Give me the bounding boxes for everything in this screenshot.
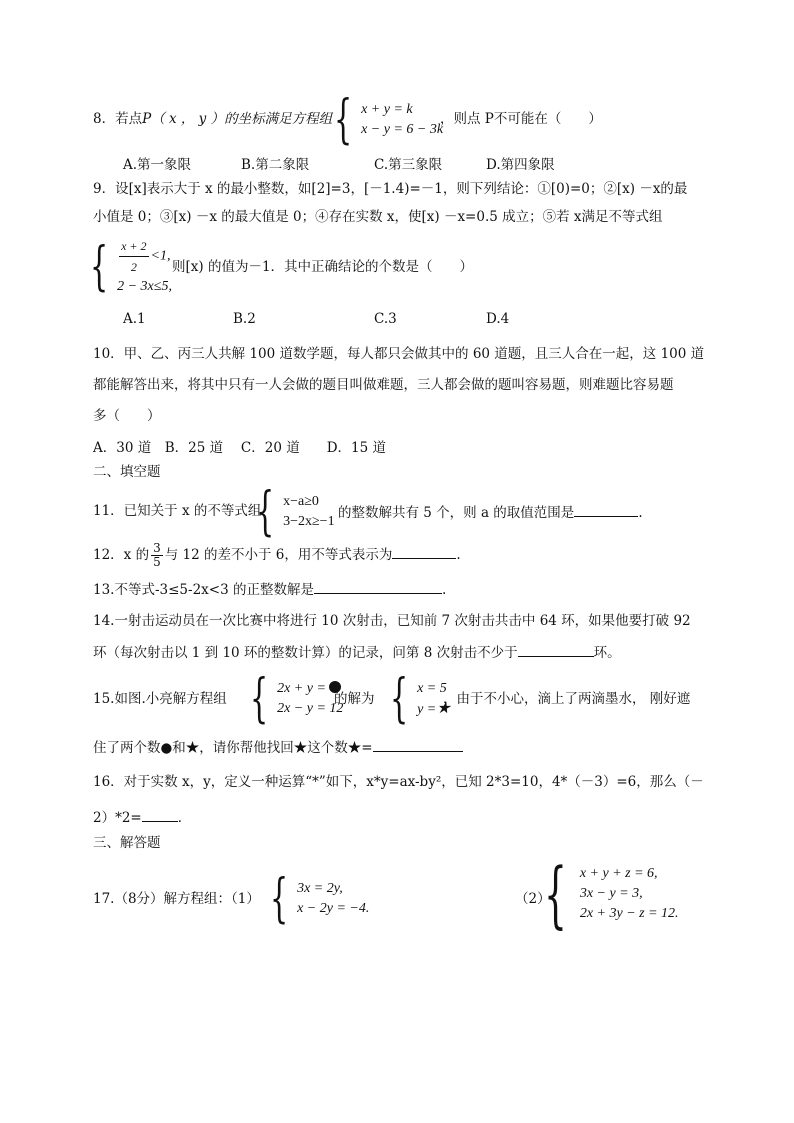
- q17-system-1: { 3x = 2y, x − 2y = −4.: [270, 869, 370, 929]
- q15-prefix: 15.如图.小亮解方程组: [93, 691, 227, 707]
- q15-solution: { x = 5 y =★: [390, 669, 451, 729]
- q17-part2-label: （2）: [515, 891, 551, 907]
- q8-suffix: ，则点 P不可能在（ ）: [440, 111, 602, 127]
- q9-option-c: C.3: [374, 311, 397, 327]
- q10-line1: 10．甲、乙、丙三人共解 100 道数学题，每人都只会做其中的 60 道题，且三人合在一起，这 100 道: [93, 346, 705, 362]
- q9-line1: 9．设[x]表示大于 x 的最小整数，如[2]=3，[－1.4)=－1，则下列结论：①[0)=0；②[x) －x的最: [93, 181, 688, 197]
- section-fill-in-heading: 二、填空题: [93, 464, 161, 480]
- q11-prefix: 11．已知关于 x 的不等式组: [93, 503, 262, 519]
- q8-option-d: D.第四象限: [486, 157, 555, 173]
- q9-line2: 小值是 0；③[x) －x 的最大值是 0；④存在实数 x，使[x) －x=0.5 成立；⑤若 x满足不等式组: [93, 209, 663, 225]
- q9-inequality-system: { $\frac{x + 2}{2}$ <1, 2 − 3x≤5,: [90, 236, 172, 297]
- q10-line3: 多（ ）: [93, 408, 161, 424]
- q11-suffix: 的整数解共有 5 个，则 a 的取值范围是 .: [338, 502, 643, 522]
- q17-prefix: 17.（8分）解方程组：（1）: [93, 891, 260, 907]
- q9-option-b: B.2: [233, 311, 256, 327]
- q8-prefix: 8．若点P（ x ， y ）的坐标满足方程组: [93, 111, 333, 127]
- q11-answer-blank: [574, 502, 638, 517]
- q9-option-a: A.1: [123, 311, 146, 327]
- q8-system: { x + y = k x − y = 6 − 3k: [334, 90, 444, 150]
- q13-line: 13.不等式-3≤5-2x<3 的正整数解是 .: [93, 579, 446, 599]
- q15-suffix: ，由于不小心，滴上了两滴墨水， 刚好遮: [443, 691, 691, 707]
- q9-option-d: D.4: [486, 311, 510, 327]
- q8-option-b: B.第二象限: [241, 157, 310, 173]
- q10-options: A．30 道 B．25 道 C．20 道 D．15 道: [93, 440, 386, 456]
- q11-system: { x−a≥0 3−2x≥−1: [256, 482, 335, 542]
- section-solve-heading: 三、解答题: [93, 835, 161, 851]
- q16-answer-blank: [142, 807, 178, 822]
- q15-system: { 2x + y = 2x − y = 12: [250, 669, 344, 729]
- q14-line2: 环（每次射击以 1 到 10 环的整数计算）的记录，问第 8 次射击不少于 环。: [93, 642, 621, 662]
- q14-line1: 14.一射击运动员在一次比赛中将进行 10 次射击，已知前 7 次射击共击中 64 环，如果他要打破 92: [93, 613, 691, 629]
- q15-answer-blank: [373, 737, 463, 752]
- q12-line: 12．x 的 $\frac{3}{5}$ 与 12 的差不小于 6，用不等式表示为 .: [93, 541, 461, 569]
- q15-line2: 住了两个数●和★，请你帮他找回★这个数★=: [93, 737, 463, 757]
- q13-answer-blank: [314, 579, 442, 594]
- q15-mid: 的解为: [334, 691, 375, 707]
- q8-option-c: C.第三象限: [374, 157, 443, 173]
- q14-answer-blank: [518, 642, 594, 657]
- ink-star-icon: ★: [436, 699, 451, 717]
- q8-option-a: A.第一象限: [123, 157, 192, 173]
- q17-system-2: { x + y + z = 6, 3x − y = 3, 2x + 3y − z = 12.: [544, 852, 679, 936]
- q16-line2: 2）*2= ．: [93, 807, 191, 827]
- q10-line2: 都能解答出来，将其中只有一人会做的题目叫做难题，三人都会做的题叫容易题，则难题比容易题: [93, 377, 674, 393]
- q12-answer-blank: [392, 544, 456, 559]
- q16-line1: 16．对于实数 x，y，定义一种运算“*”如下，x*y=ax-by²，已知 2*3=10，4*（－3）=6，那么（－: [93, 774, 704, 790]
- q9-line3: 则[x) 的值为－1．其中正确结论的个数是（ ）: [172, 259, 474, 275]
